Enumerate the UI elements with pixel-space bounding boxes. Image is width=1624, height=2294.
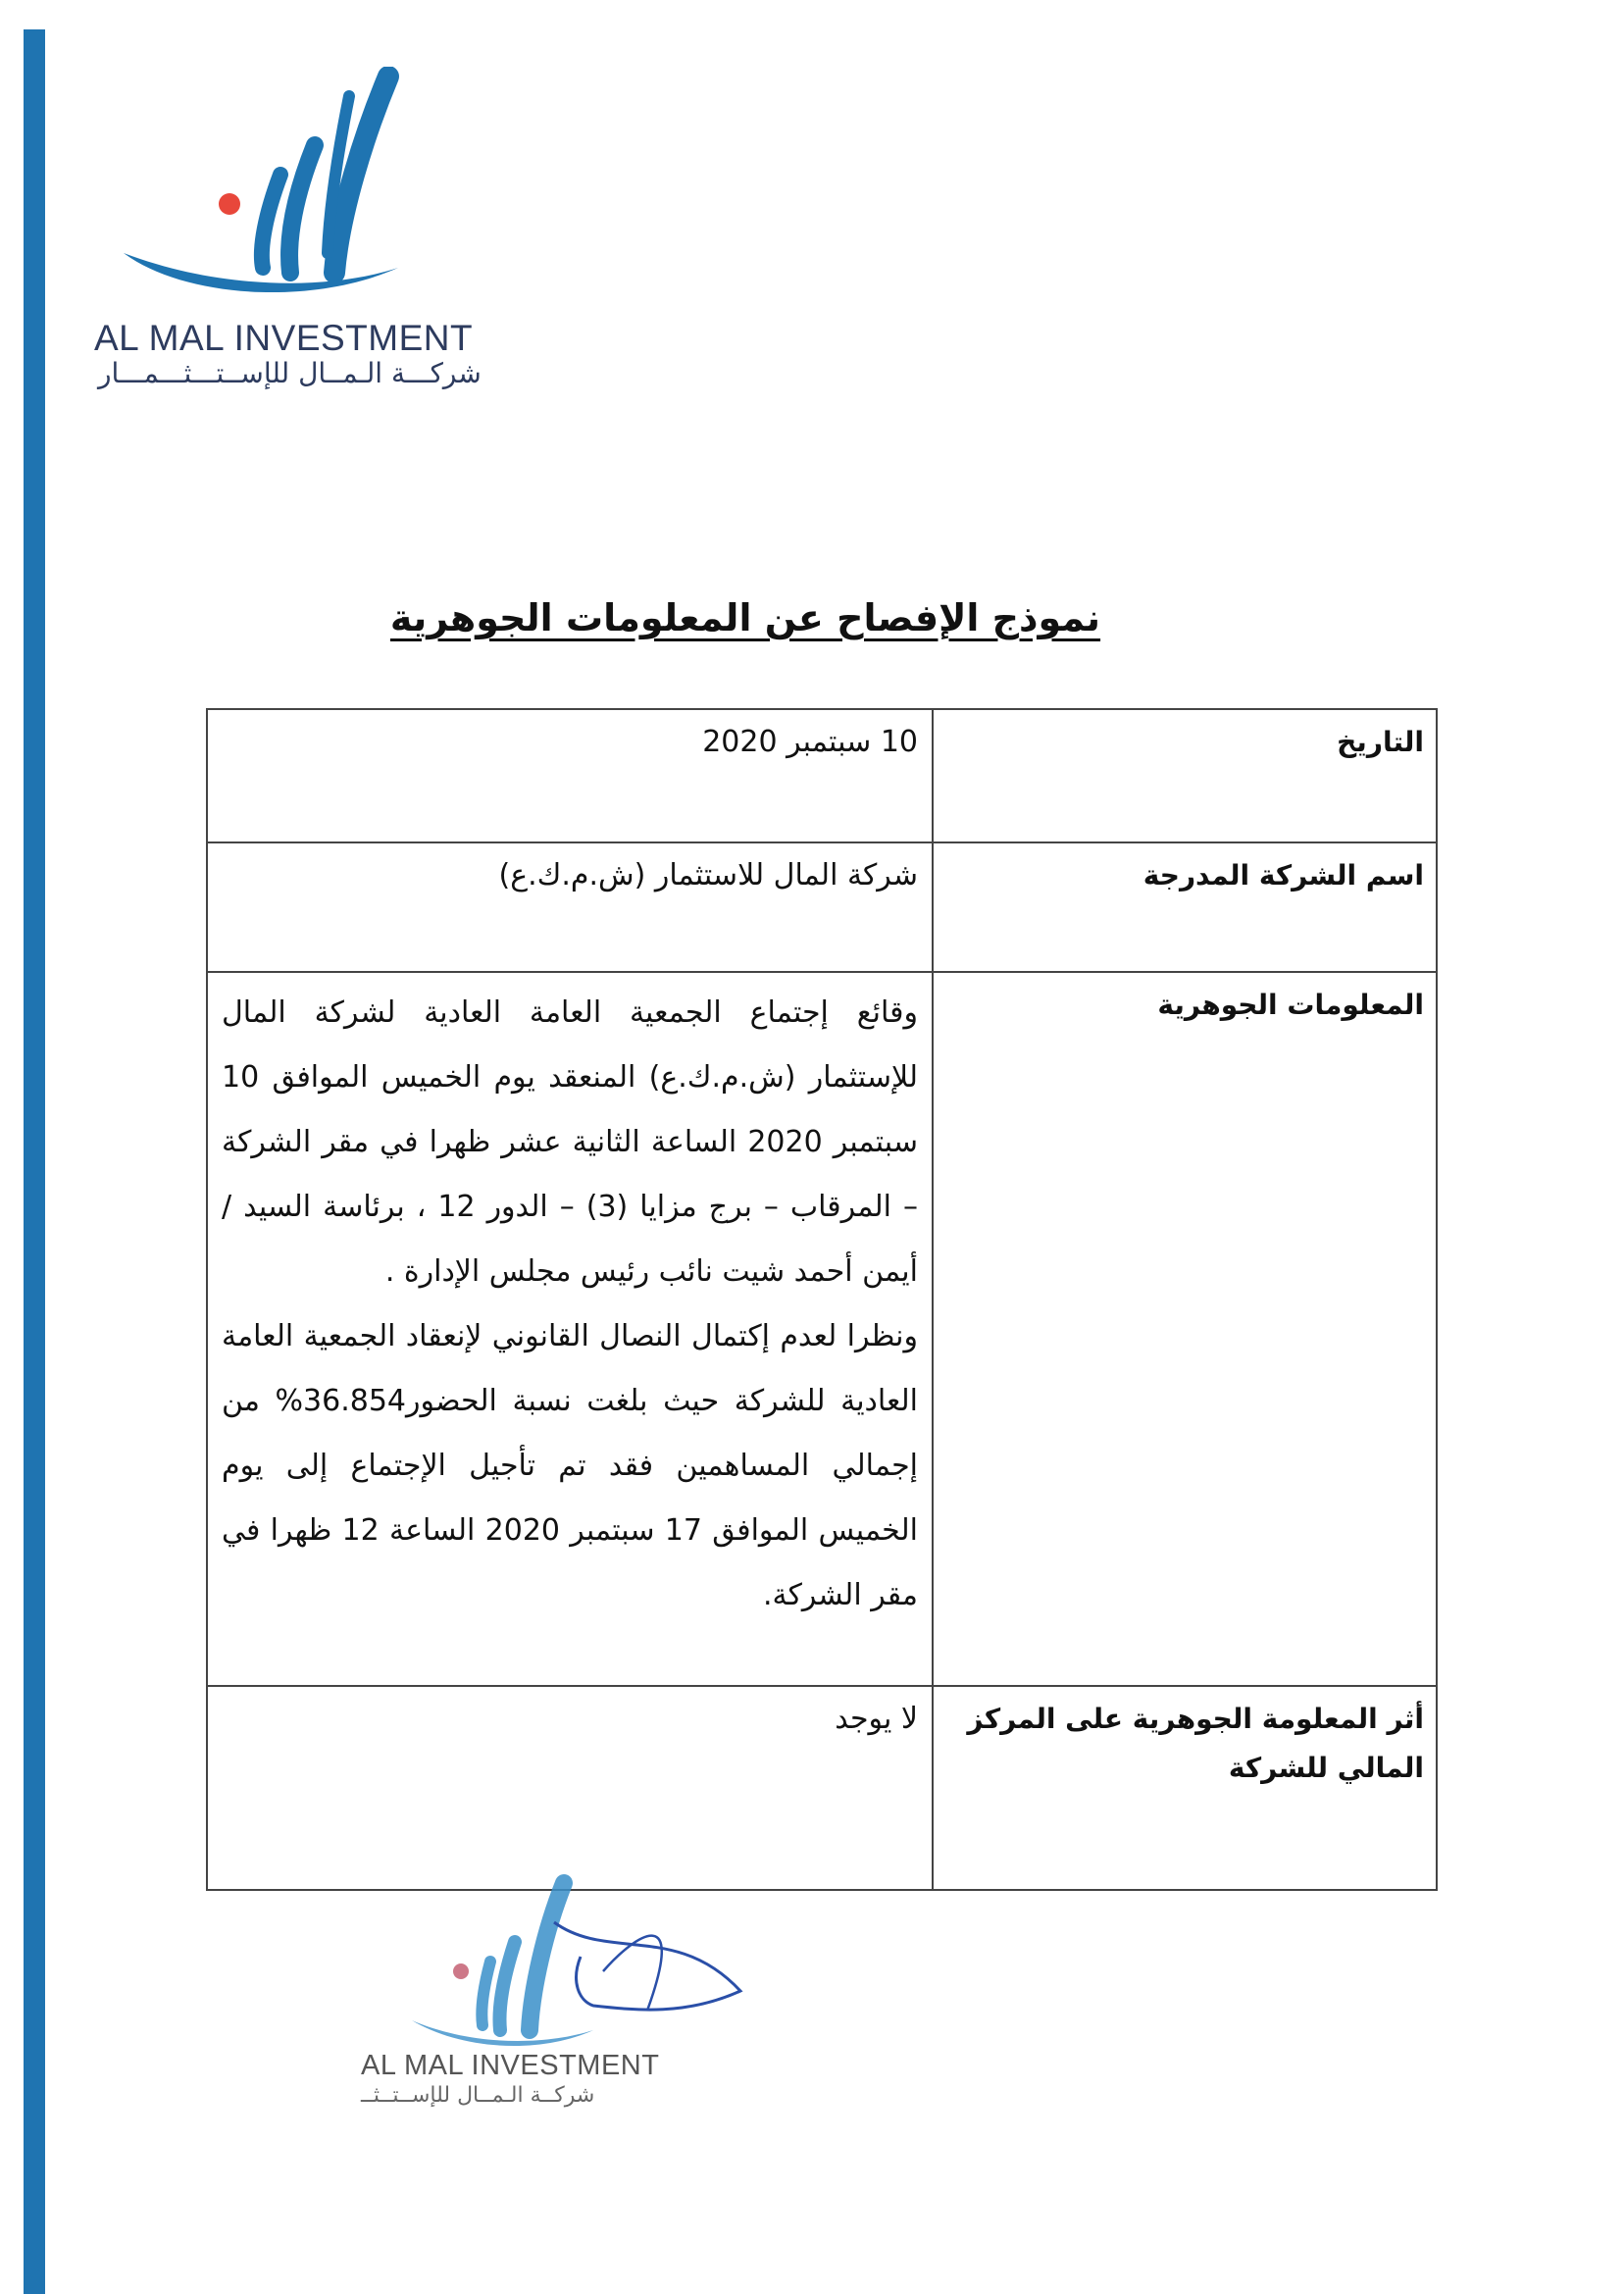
logo-name-en: AL MAL INVESTMENT (94, 318, 474, 358)
row-label-material-info: المعلومات الجوهرية (933, 972, 1437, 1686)
table-row (207, 1686, 1437, 1890)
stamp-name-en: AL MAL INVESTMENT (361, 2050, 660, 2081)
row-label-company: اسم الشركة المدرجة (933, 842, 1437, 972)
material-info-paragraph-1: وقائع إجتماع الجمعية العامة العادية لشركة المال للإستثمار (ش.م.ك.ع) المنعقد يوم الخميس الموافق 10 سبتمبر 2020 الساعة الثانية عشر ظهرا في مقر الشركة – المرقاب – برج مزايا (3) – الدور 12 ، برئاسة السيد / أيمن أحمد شيت نائب رئيس مجلس الإدارة . (222, 995, 918, 1289)
row-value-date: 10 سبتمبر 2020 (207, 709, 933, 842)
row-value-financial-impact: لا يوجد (207, 1686, 933, 1890)
row-label-date: التاريخ (933, 709, 1437, 842)
row-value-company: شركة المال للاستثمار (ش.م.ك.ع) (207, 842, 933, 972)
row-label-financial-impact: أثر المعلومة الجوهرية على المركز المالي للشركة (933, 1686, 1437, 1890)
left-margin-bar (24, 29, 45, 2294)
document-title: نموذج الإفصاح عن المعلومات الجوهرية (389, 596, 1101, 639)
material-info-paragraph-2: ونظرا لعدم إكتمال النصال القانوني لإنعقاد الجمعية العامة العادية للشركة حيث بلغت نسبة الحضور36.854% من إجمالي المساهمين فقد تم تأجيل الإجتماع إلى يوم الخميس الموافق 17 سبتمبر 2020 الساعة 12 ظهرا في مقر الشركة. (222, 1319, 919, 1612)
disclosure-table (206, 708, 1438, 1891)
table-row (207, 972, 1437, 1686)
logo-mark (94, 67, 506, 312)
row-value-material-info (207, 972, 933, 1686)
logo-name-ar: شركـــة الـمــال للإســتـــثـــمـــار (98, 357, 482, 389)
table-row (207, 709, 1437, 842)
table-row (207, 842, 1437, 972)
stamp-name-ar: شركــة الـمــال للإســتــثــ (361, 2083, 595, 2108)
company-logo (94, 67, 506, 389)
